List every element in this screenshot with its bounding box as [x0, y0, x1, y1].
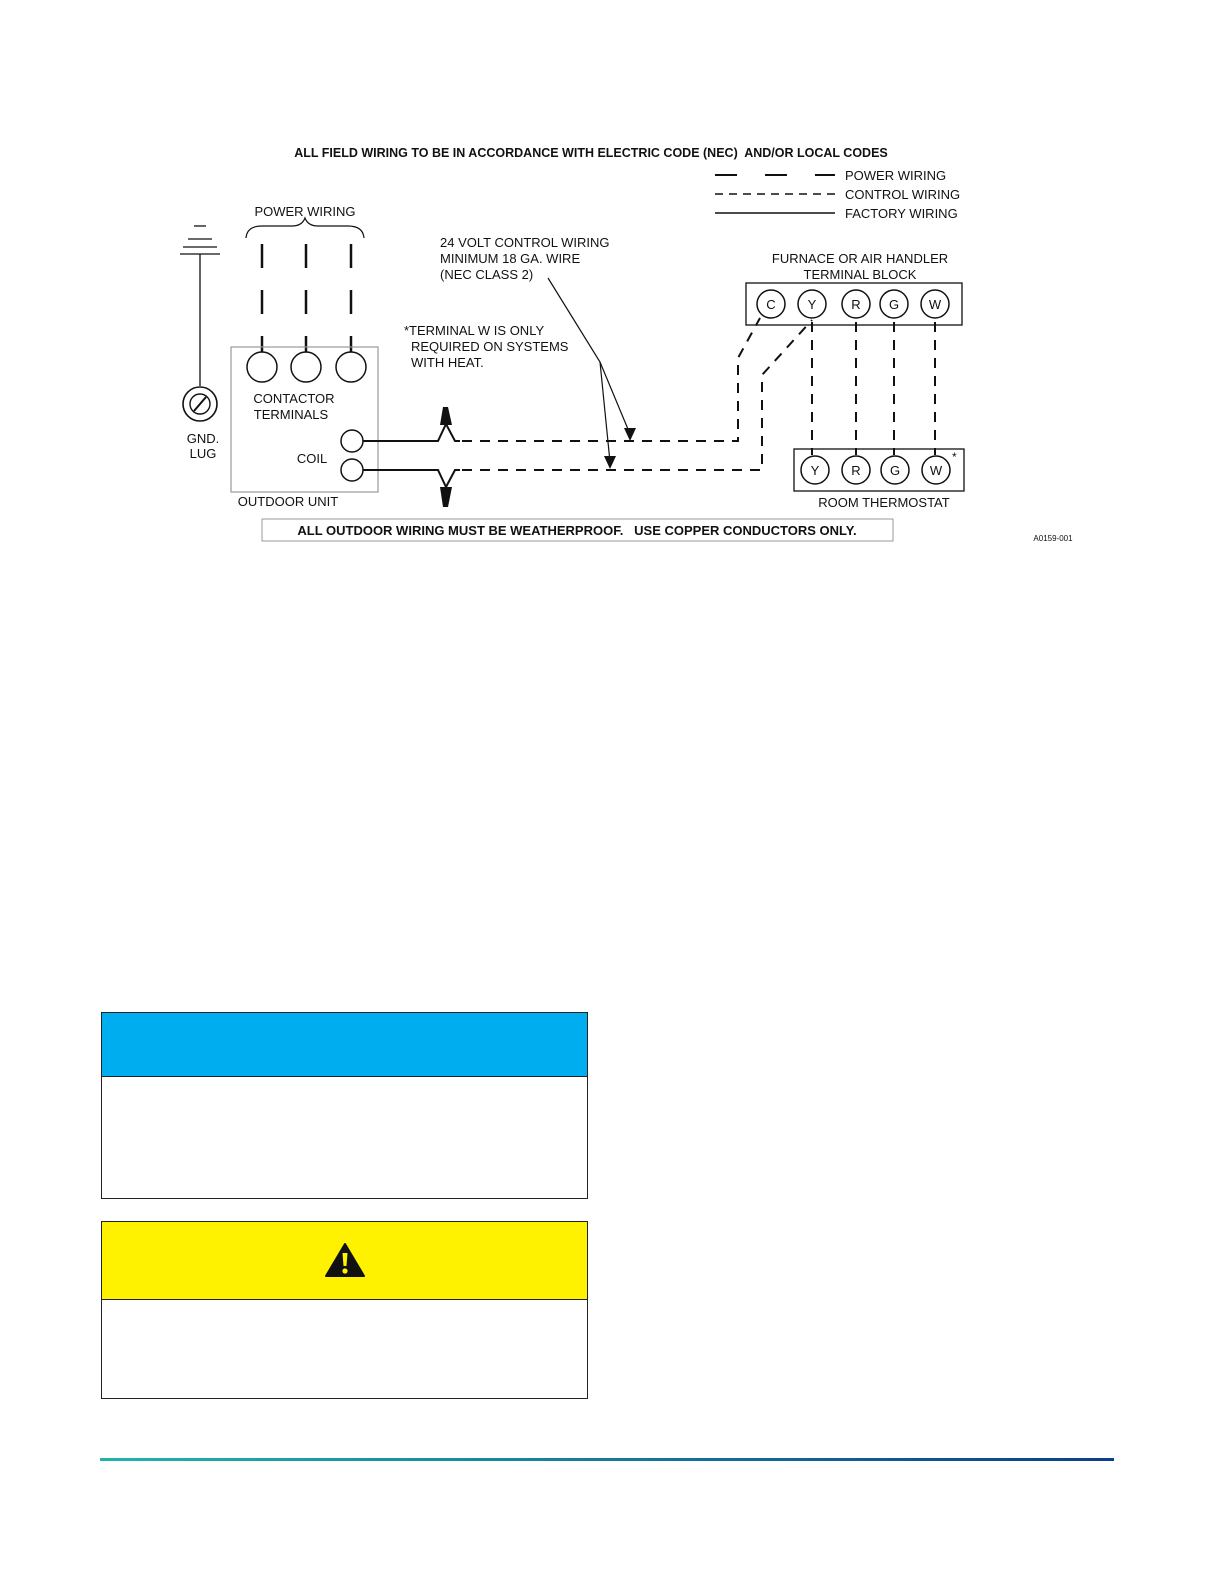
- furnace-label-line1: FURNACE OR AIR HANDLER: [771, 251, 949, 266]
- terminal-w-note-line1: *TERMINAL W IS ONLY: [404, 323, 545, 338]
- thermostat-terminal-y: Y: [810, 463, 820, 478]
- outdoor-unit-label: OUTDOOR UNIT: [237, 494, 339, 509]
- diagram-heading: ALL FIELD WIRING TO BE IN ACCORDANCE WITH ELECTRIC CODE (NEC) AND/OR LOCAL CODES: [294, 146, 888, 160]
- furnace-terminal-g: G: [888, 297, 900, 312]
- power-wiring-brace: [246, 218, 364, 238]
- caution-header: [102, 1222, 587, 1300]
- ground-lug-label-line1: GND.: [186, 431, 220, 446]
- warning-triangle-icon: [324, 1242, 366, 1278]
- thermostat-label: ROOM THERMOSTAT: [818, 495, 950, 510]
- contactor-label-line2: TERMINALS: [253, 407, 329, 422]
- legend-power-label: POWER WIRING: [845, 168, 947, 183]
- thermostat-terminal-g: G: [889, 463, 901, 478]
- furnace-label-line2: TERMINAL BLOCK: [803, 267, 917, 282]
- thermostat-terminals: [801, 456, 950, 484]
- notice-header: [102, 1013, 587, 1077]
- legend-factory-label: FACTORY WIRING: [845, 206, 958, 221]
- wire-break-symbols: [440, 407, 452, 507]
- power-wires: [262, 244, 351, 352]
- ground-lug-icon: [183, 387, 217, 421]
- control-note-line3: (NEC CLASS 2): [440, 267, 534, 282]
- legend: [715, 175, 835, 213]
- contactor-terminals: [247, 352, 366, 382]
- furnace-terminal-r: R: [851, 297, 861, 312]
- control-note-leaders: [548, 278, 630, 462]
- caution-box: [101, 1221, 588, 1399]
- control-note-line2: MINIMUM 18 GA. WIRE: [440, 251, 581, 266]
- wiring-diagram: [0, 0, 1225, 580]
- terminal-w-note-line3: WITH HEAT.: [411, 355, 484, 370]
- thermostat-terminal-w: W: [929, 463, 943, 478]
- legend-control-label: CONTROL WIRING: [845, 187, 961, 202]
- coil-terminals: [341, 430, 363, 481]
- notice-box: [101, 1012, 588, 1199]
- bottom-note: ALL OUTDOOR WIRING MUST BE WEATHERPROOF. USE COPPER CONDUCTORS ONLY.: [297, 523, 857, 538]
- furnace-terminal-y: Y: [807, 297, 817, 312]
- thermostat-asterisk: *: [952, 450, 957, 464]
- furnace-terminal-c: C: [766, 297, 776, 312]
- ground-lug-label-line2: LUG: [189, 446, 217, 461]
- power-wiring-label: POWER WIRING: [254, 204, 356, 219]
- terminal-w-note-line2: REQUIRED ON SYSTEMS: [411, 339, 569, 354]
- contactor-label-line1: CONTACTOR: [253, 391, 335, 406]
- ground-symbol: [180, 226, 220, 386]
- footer-rule: [100, 1458, 1114, 1461]
- coil-label: COIL: [296, 451, 328, 466]
- control-note-line1: 24 VOLT CONTROL WIRING: [440, 235, 610, 250]
- furnace-terminal-w: W: [928, 297, 942, 312]
- figure-code: A0159-001: [1033, 534, 1073, 543]
- thermostat-terminal-r: R: [851, 463, 861, 478]
